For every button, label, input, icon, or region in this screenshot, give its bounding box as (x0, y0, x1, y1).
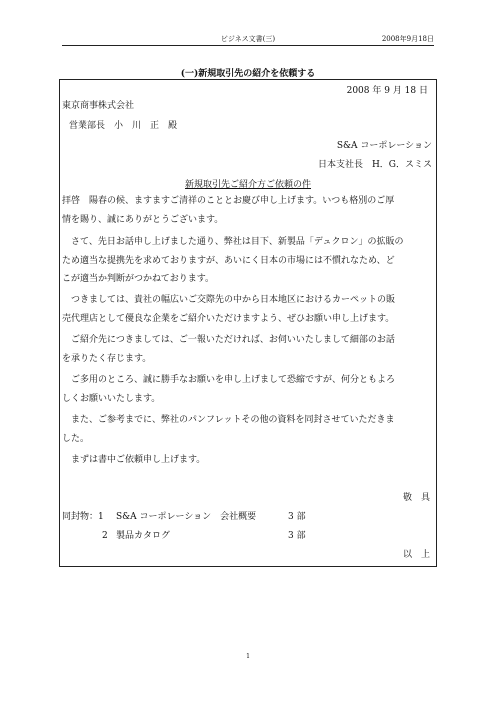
enclosure-item-2-qty: 3 部 (288, 531, 306, 541)
body-line: しくお願いいたします。 (62, 394, 161, 404)
end-mark: 以 上 (402, 550, 430, 560)
letter-subject: 新規取引先ご紹介方ご依頼の件 (184, 180, 311, 190)
running-header (62, 34, 434, 46)
running-header-date: 2008年9月18日 (381, 35, 434, 43)
document-title: (一)新規取引先の紹介を依頼する (180, 69, 316, 79)
body-line: まずは書中ご依頼申し上げます。 (62, 455, 206, 465)
recipient-company: 東京商事株式会社 (62, 101, 135, 111)
recipient-person: 営業部長 小 川 正 殿 (69, 121, 178, 131)
letter-date: 2008 年 9 月 18 日 (346, 86, 428, 96)
body-line: した。 (62, 434, 90, 444)
body-line: こが適当か判断がつかねております。 (62, 274, 215, 284)
sender-person: 日本支社長 H．G．スミス (317, 160, 432, 170)
enclosure-item-2-number: 2 (102, 531, 108, 541)
body-line: を承りたく存じます。 (62, 354, 152, 364)
body-line: また、ご参考までに、弊社のパンフレットその他の資料を同封させていただきま (62, 415, 395, 425)
body-line: 情を賜り、誠にありがとうございます。 (62, 215, 224, 225)
enclosure-item-1: S&A コーポレーション 会社概要 (116, 512, 257, 522)
running-header-title: ビジネス文書(三) (220, 35, 276, 43)
enclosure-item-2: 製品カタログ (116, 531, 171, 541)
enclosure-item-1-qty: 3 部 (288, 512, 306, 522)
body-line: ため適当な提携先を求めておりますが、あいにく日本の市場には不慣れなため、ど (62, 256, 395, 266)
body-line: さて、先日お話申し上げました通り、弊社は目下、新製品「デュクロン」の拡販の (62, 237, 404, 247)
header-rule (62, 45, 434, 46)
body-line: ご紹介先につきましては、ご一報いただければ、お伺いいたしまして細部のお話 (62, 335, 395, 345)
closing-phrase: 敬 具 (402, 493, 430, 503)
body-line: つきましては、貴社の幅広いご交際先の中から日本地区におけるカーペットの販 (62, 295, 396, 305)
body-line: 売代理店として優良な企業をご紹介いただけますよう、ぜひお願い申し上げます。 (62, 314, 395, 324)
page-number: 1 (246, 653, 250, 660)
sender-company: S&A コーポレーション (336, 141, 432, 151)
enclosure-label: 同封物：1 (62, 512, 104, 522)
letter-frame (59, 79, 437, 567)
body-line: ご多用のところ、誠に勝手なお願いを申し上げまして恐縮ですが、何分ともよろ (62, 375, 396, 385)
body-line: 拝啓 陽春の候、ますますご清祥のこととお慶び申し上げます。いつも格別のご厚 (62, 196, 395, 206)
